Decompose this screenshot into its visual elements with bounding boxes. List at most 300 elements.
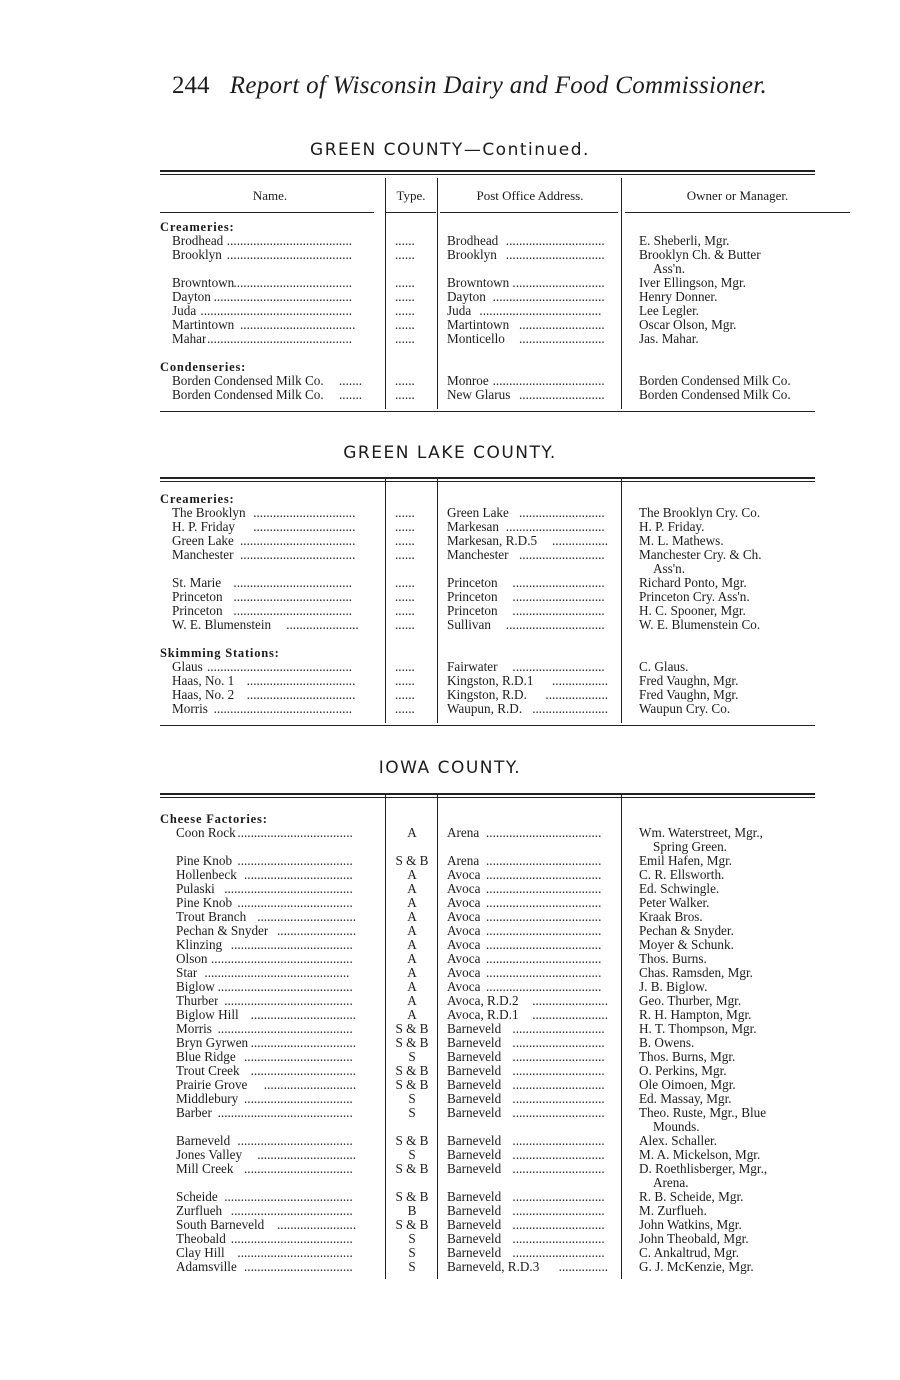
entry-address: Brooklyn	[447, 248, 497, 262]
entry-name: Pine Knob	[176, 896, 233, 910]
leader-dots: ............................	[512, 604, 605, 618]
table-row	[0, 1190, 900, 1204]
leader-dots: .......	[339, 374, 363, 388]
header-underline-type	[386, 212, 436, 213]
type-dots: ......	[395, 520, 415, 534]
table-row	[0, 882, 900, 896]
leader-dots: ...................................	[486, 952, 602, 966]
entry-owner: M. A. Mickelson, Mgr.	[639, 1148, 761, 1162]
leader-dots: .................................	[244, 868, 353, 882]
table-row	[0, 826, 900, 840]
entry-name: Olson	[176, 952, 208, 966]
section-top-rule	[160, 477, 815, 479]
table-row	[0, 248, 900, 262]
entry-type: S & B	[395, 1190, 429, 1204]
entry-name: Morris	[176, 1022, 212, 1036]
type-dots: ......	[395, 618, 415, 632]
type-dots: ......	[395, 688, 415, 702]
leader-dots: ............................................	[207, 660, 353, 674]
entry-address: Barneveld	[447, 1162, 502, 1176]
table-row	[0, 660, 900, 674]
leader-dots: ............................	[512, 576, 605, 590]
leader-dots: ..............................	[505, 234, 605, 248]
entry-address: Avoca, R.D.2	[447, 994, 519, 1008]
leader-dots: ..........................................	[213, 702, 353, 716]
entry-owner: R. H. Hampton, Mgr.	[639, 1008, 752, 1022]
entry-address: Barneveld	[447, 1148, 502, 1162]
table-row	[0, 674, 900, 688]
table-row	[0, 868, 900, 882]
entry-name: Borden Condensed Milk Co.	[172, 388, 324, 402]
entry-owner: Fred Vaughn, Mgr.	[639, 688, 739, 702]
leader-dots: ............................	[512, 1036, 605, 1050]
column-header-owner: Owner or Manager.	[686, 188, 789, 203]
leader-dots: ..........................	[519, 388, 605, 402]
table-row	[0, 994, 900, 1008]
leader-dots: ..............................	[257, 1148, 357, 1162]
entry-owner: C. Glaus.	[639, 660, 689, 674]
entry-type: S	[408, 1050, 416, 1064]
leader-dots: ...................................	[486, 938, 602, 952]
entry-name: Mahar	[172, 332, 207, 346]
leader-dots: ...............................	[253, 506, 356, 520]
column-divider	[621, 478, 622, 723]
leader-dots: ..............................................	[200, 304, 353, 318]
leader-dots: ...................................	[240, 534, 356, 548]
entry-address: Avoca	[447, 910, 481, 924]
leader-dots: ...................................	[486, 896, 602, 910]
entry-type: A	[407, 938, 417, 952]
entry-owner: Richard Ponto, Mgr.	[639, 576, 747, 590]
entry-name: Brodhead	[172, 234, 224, 248]
entry-type: S & B	[395, 1162, 429, 1176]
entry-name: Borden Condensed Milk Co.	[172, 374, 324, 388]
type-dots: ......	[395, 248, 415, 262]
entry-type: S	[408, 1106, 416, 1120]
leader-dots: ......................................	[226, 248, 353, 262]
leader-dots: .........................................	[217, 980, 353, 994]
leader-dots: ..........................	[519, 548, 605, 562]
type-dots: ......	[395, 276, 415, 290]
leader-dots: ...................................	[237, 854, 353, 868]
leader-dots: ..............................	[505, 520, 605, 534]
entry-address: Arena	[447, 826, 480, 840]
leader-dots: ..............................	[257, 910, 357, 924]
entry-type: A	[407, 896, 417, 910]
table-row	[0, 1064, 900, 1078]
leader-dots: ...................................	[237, 826, 353, 840]
table-row	[0, 1260, 900, 1274]
table-row	[0, 688, 900, 702]
entry-name: Jones Valley	[176, 1148, 243, 1162]
table-row	[0, 318, 900, 332]
entry-type: B	[407, 1204, 417, 1218]
entry-owner: Borden Condensed Milk Co.	[639, 374, 791, 388]
column-divider	[385, 795, 386, 1279]
entry-name: Juda	[172, 304, 197, 318]
entry-address: Princeton	[447, 576, 498, 590]
section-title-iowa-county: IOWA COUNTY.	[378, 758, 522, 778]
entry-owner: Fred Vaughn, Mgr.	[639, 674, 739, 688]
entry-name: Star	[176, 966, 198, 980]
leader-dots: ............................................	[207, 332, 353, 346]
leader-dots: .....................................	[479, 304, 602, 318]
leader-dots: .................................	[246, 674, 356, 688]
table-row	[0, 290, 900, 304]
entry-type: A	[407, 826, 417, 840]
table-row	[0, 1148, 900, 1162]
table-row	[0, 1078, 900, 1092]
entry-address: Monroe	[447, 374, 489, 388]
leader-dots: ..........................	[519, 332, 605, 346]
entry-name: Blue Ridge	[176, 1050, 236, 1064]
header-underline-name	[160, 212, 374, 213]
entry-owner: Peter Walker.	[639, 896, 710, 910]
section-top-rule	[160, 793, 815, 795]
type-dots: ......	[395, 674, 415, 688]
leader-dots: ......................	[286, 618, 359, 632]
entry-name: Klinzing	[176, 938, 223, 952]
entry-type: S & B	[395, 1134, 429, 1148]
column-header-address: Post Office Address.	[476, 188, 584, 203]
leader-dots: ...................................	[240, 318, 356, 332]
entry-name: Prairie Grove	[176, 1078, 248, 1092]
entry-name: The Brooklyn	[172, 506, 246, 520]
leader-dots: .................................	[244, 1092, 353, 1106]
table-row	[0, 938, 900, 952]
entry-address: Kingston, R.D.1	[447, 674, 534, 688]
entry-name: Hollenbeck	[176, 868, 237, 882]
entry-owner: D. Roethlisberger, Mgr.,	[639, 1162, 768, 1176]
entry-address: Barneveld	[447, 1022, 502, 1036]
entry-address: Juda	[447, 304, 472, 318]
leader-dots: ............................	[512, 1134, 605, 1148]
category-text: Condenseries:	[160, 360, 247, 374]
entry-address: Avoca	[447, 868, 481, 882]
type-dots: ......	[395, 318, 415, 332]
entry-name: Bryn Gyrwen	[176, 1036, 249, 1050]
column-header-name: Name.	[252, 188, 288, 203]
entry-owner: Borden Condensed Milk Co.	[639, 388, 791, 402]
entry-address: Barneveld	[447, 1218, 502, 1232]
type-dots: ......	[395, 506, 415, 520]
category-label	[0, 492, 900, 506]
entry-owner: B. Owens.	[639, 1036, 695, 1050]
column-divider	[437, 795, 438, 1279]
table-row-continuation	[0, 562, 900, 576]
table-row	[0, 702, 900, 716]
leader-dots: .......................................	[224, 882, 353, 896]
table-row	[0, 604, 900, 618]
entry-type: A	[407, 994, 417, 1008]
type-dots: ......	[395, 332, 415, 346]
category-label	[0, 812, 900, 826]
section-bottom-rule	[160, 725, 815, 726]
leader-dots: ............................	[512, 1190, 605, 1204]
leader-dots: ......................................	[226, 234, 353, 248]
leader-dots: ..........................................	[213, 290, 353, 304]
column-divider	[621, 795, 622, 1279]
entry-type: S	[408, 1148, 416, 1162]
entry-owner: Waupun Cry. Co.	[639, 702, 731, 716]
leader-dots: ............................	[512, 590, 605, 604]
leader-dots: .........................................	[217, 1106, 353, 1120]
type-dots: ......	[395, 548, 415, 562]
entry-address: Barneveld	[447, 1036, 502, 1050]
entry-address: Martintown	[447, 318, 510, 332]
header-underline-address	[440, 212, 618, 213]
table-row	[0, 548, 900, 562]
entry-owner: John Theobald, Mgr.	[639, 1232, 749, 1246]
leader-dots: ...................................	[486, 966, 602, 980]
type-dots: ......	[395, 702, 415, 716]
leader-dots: ...................................	[486, 868, 602, 882]
table-row	[0, 520, 900, 534]
leader-dots: ....................................	[233, 590, 353, 604]
section-bottom-rule	[160, 411, 815, 412]
entry-address: Markesan	[447, 520, 499, 534]
table-row	[0, 234, 900, 248]
table-row-continuation	[0, 262, 900, 276]
table-row-continuation	[0, 1120, 900, 1134]
section-top-rule-thin	[160, 481, 815, 482]
entry-name: Theobald	[176, 1232, 226, 1246]
entry-address: Brodhead	[447, 234, 499, 248]
leader-dots: ............................	[512, 1050, 605, 1064]
entry-owner: John Watkins, Mgr.	[639, 1218, 742, 1232]
leader-dots: ............................	[512, 1232, 605, 1246]
entry-name: St. Marie	[172, 576, 222, 590]
column-header-type: Type.	[396, 188, 426, 203]
leader-dots: .....................................	[230, 938, 353, 952]
category-label	[0, 646, 900, 660]
entry-name: Princeton	[172, 590, 223, 604]
entry-owner: Moyer & Schunk.	[639, 938, 734, 952]
leader-dots: .......................................	[224, 1190, 353, 1204]
entry-type: A	[407, 868, 417, 882]
table-row	[0, 1232, 900, 1246]
table-row	[0, 924, 900, 938]
table-row	[0, 618, 900, 632]
table-row	[0, 1134, 900, 1148]
entry-owner: Princeton Cry. Ass'n.	[639, 590, 750, 604]
table-row	[0, 332, 900, 346]
entry-name: Thurber	[176, 994, 219, 1008]
table-row	[0, 304, 900, 318]
column-divider	[621, 178, 622, 409]
leader-dots: ............................	[512, 1022, 605, 1036]
leader-dots: ............................	[512, 1218, 605, 1232]
entry-name: Clay Hill	[176, 1246, 225, 1260]
entry-name: Dayton	[172, 290, 211, 304]
entry-owner: G. J. McKenzie, Mgr.	[639, 1260, 754, 1274]
category-text: Creameries:	[160, 492, 235, 506]
leader-dots: ............................	[512, 1204, 605, 1218]
category-label	[0, 360, 900, 374]
table-row	[0, 276, 900, 290]
type-dots: ......	[395, 576, 415, 590]
table-row	[0, 1162, 900, 1176]
entry-type: A	[407, 924, 417, 938]
entry-name: Brooklyn	[172, 248, 222, 262]
entry-address: Dayton	[447, 290, 486, 304]
leader-dots: ............................	[512, 1078, 605, 1092]
leader-dots: .....................................	[230, 1204, 353, 1218]
type-dots: ......	[395, 388, 415, 402]
type-dots: ......	[395, 234, 415, 248]
section-title-green-county: GREEN COUNTY—Continued.	[310, 140, 590, 160]
entry-address: Manchester	[447, 548, 509, 562]
entry-address: Barneveld	[447, 1078, 502, 1092]
table-row	[0, 910, 900, 924]
leader-dots: ..................................	[492, 374, 605, 388]
table-row-continuation	[0, 1176, 900, 1190]
entry-owner: M. L. Mathews.	[639, 534, 724, 548]
entry-name: H. P. Friday	[172, 520, 236, 534]
type-dots: ......	[395, 590, 415, 604]
leader-dots: .......................	[532, 1008, 609, 1022]
entry-type: S	[408, 1092, 416, 1106]
entry-owner-continued: Mounds.	[653, 1120, 700, 1134]
report-title: Report of Wisconsin Dairy and Food Commissioner.	[229, 72, 768, 99]
entry-owner: Thos. Burns.	[639, 952, 707, 966]
entry-address: Arena	[447, 854, 480, 868]
entry-type: A	[407, 882, 417, 896]
leader-dots: ...............................	[253, 520, 356, 534]
table-row	[0, 966, 900, 980]
entry-address: Markesan, R.D.5	[447, 534, 538, 548]
leader-dots: ..........................	[519, 506, 605, 520]
page-header	[172, 72, 812, 100]
entry-name: Haas, No. 1	[172, 674, 235, 688]
entry-address: Browntown	[447, 276, 510, 290]
entry-address: Sullivan	[447, 618, 491, 632]
leader-dots: ............................	[512, 1148, 605, 1162]
leader-dots: ............................	[512, 1092, 605, 1106]
entry-type: A	[407, 910, 417, 924]
entry-address: Avoca	[447, 924, 481, 938]
leader-dots: ..................................	[492, 290, 605, 304]
column-divider	[385, 178, 386, 409]
entry-owner: Henry Donner.	[639, 290, 718, 304]
entry-owner: Ed. Schwingle.	[639, 882, 720, 896]
leader-dots: ...................................	[237, 1134, 353, 1148]
entry-address: Waupun, R.D.	[447, 702, 523, 716]
entry-name: Haas, No. 2	[172, 688, 235, 702]
entry-owner: R. B. Scheide, Mgr.	[639, 1190, 744, 1204]
entry-address: Fairwater	[447, 660, 498, 674]
leader-dots: ...................................	[237, 896, 353, 910]
entry-owner-continued: Spring Green.	[653, 840, 727, 854]
table-row	[0, 1106, 900, 1120]
entry-owner: Wm. Waterstreet, Mgr.,	[639, 826, 763, 840]
entry-owner: Brooklyn Ch. & Butter	[639, 248, 761, 262]
table-row	[0, 374, 900, 388]
table-row	[0, 1246, 900, 1260]
leader-dots: ...................................	[486, 854, 602, 868]
table-row	[0, 896, 900, 910]
entry-owner: The Brooklyn Cry. Co.	[639, 506, 761, 520]
entry-address: Barneveld	[447, 1106, 502, 1120]
header-underline-owner	[625, 212, 850, 213]
entry-type: A	[407, 966, 417, 980]
entry-owner: M. Zurflueh.	[639, 1204, 707, 1218]
leader-dots: ................................	[250, 1036, 357, 1050]
entry-type: S & B	[395, 1064, 429, 1078]
entry-name: Trout Branch	[176, 910, 247, 924]
entry-address: Barneveld	[447, 1246, 502, 1260]
entry-name: Pulaski	[176, 882, 215, 896]
entry-type: A	[407, 1008, 417, 1022]
entry-name: W. E. Blumenstein	[172, 618, 272, 632]
leader-dots: ............................	[512, 1162, 605, 1176]
leader-dots: ...................................	[486, 910, 602, 924]
leader-dots: ....................................	[233, 576, 353, 590]
entry-type: S & B	[395, 1022, 429, 1036]
entry-name: Zurflueh	[176, 1204, 223, 1218]
entry-owner: Jas. Mahar.	[639, 332, 699, 346]
entry-owner: Emil Hafen, Mgr.	[639, 854, 733, 868]
entry-owner: Oscar Olson, Mgr.	[639, 318, 737, 332]
entry-name: South Barneveld	[176, 1218, 265, 1232]
category-text: Creameries:	[160, 220, 235, 234]
table-row	[0, 1022, 900, 1036]
leader-dots: .................................	[244, 1162, 353, 1176]
leader-dots: .......................................	[224, 994, 353, 1008]
entry-address: Barneveld, R.D.3	[447, 1260, 540, 1274]
table-row	[0, 1092, 900, 1106]
entry-name: Scheide	[176, 1190, 218, 1204]
entry-owner: H. C. Spooner, Mgr.	[639, 604, 746, 618]
leader-dots: ...................................	[486, 980, 602, 994]
leader-dots: .................	[552, 674, 609, 688]
entry-type: S	[408, 1246, 416, 1260]
entry-address: Monticello	[447, 332, 505, 346]
leader-dots: ...................................	[486, 924, 602, 938]
leader-dots: ...................................	[486, 826, 602, 840]
entry-type: S & B	[395, 1078, 429, 1092]
entry-owner: C. R. Ellsworth.	[639, 868, 725, 882]
entry-name: Coon Rock	[176, 826, 236, 840]
category-text: Skimming Stations:	[160, 646, 280, 660]
entry-address: Green Lake	[447, 506, 509, 520]
entry-name: Barber	[176, 1106, 212, 1120]
column-divider	[385, 478, 386, 723]
table-row	[0, 980, 900, 994]
leader-dots: .........................................	[217, 1022, 353, 1036]
table-row	[0, 576, 900, 590]
entry-type: S	[408, 1260, 416, 1274]
leader-dots: .......	[339, 388, 363, 402]
leader-dots: ...................................	[486, 882, 602, 896]
entry-name: Morris	[172, 702, 208, 716]
section-title-green-lake-county: GREEN LAKE COUNTY.	[343, 443, 557, 463]
table-row	[0, 534, 900, 548]
table-row	[0, 1008, 900, 1022]
type-dots: ......	[395, 660, 415, 674]
leader-dots: ................................	[250, 1008, 357, 1022]
leader-dots: .......................	[532, 702, 609, 716]
entry-owner: Geo. Thurber, Mgr.	[639, 994, 742, 1008]
entry-name: Mill Creek	[176, 1162, 234, 1176]
entry-address: Barneveld	[447, 1050, 502, 1064]
leader-dots: ........................	[277, 1218, 357, 1232]
entry-name: Princeton	[172, 604, 223, 618]
entry-type: S & B	[395, 1036, 429, 1050]
entry-address: Barneveld	[447, 1232, 502, 1246]
leader-dots: ............................	[263, 1078, 357, 1092]
leader-dots: ...............	[558, 1260, 609, 1274]
